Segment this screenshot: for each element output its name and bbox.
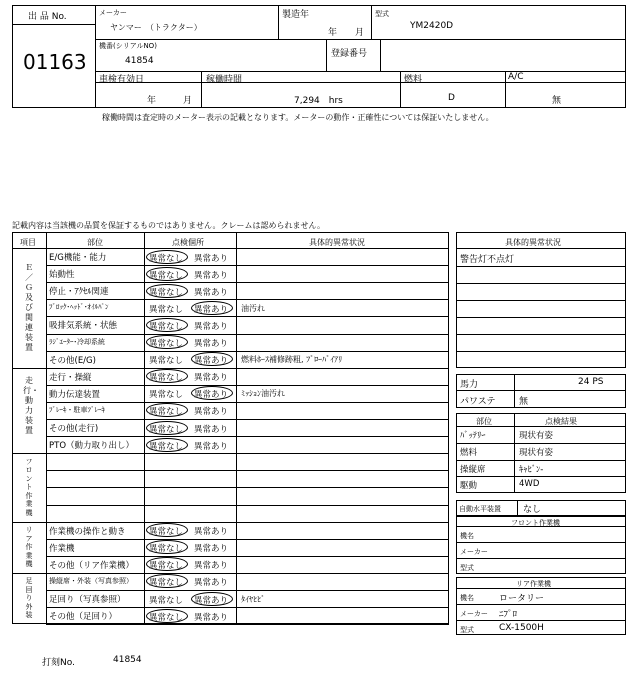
row-part-label: E/G機能・能力 — [49, 253, 107, 263]
option-no-anomaly: 異常なし — [149, 270, 184, 281]
group-title: リア作業機 — [25, 526, 33, 568]
serial-label: 機番(シリアルNO) — [99, 42, 157, 50]
selection-circle — [146, 421, 188, 435]
option-anomaly: 異常あり — [194, 339, 229, 349]
result-part: 駆動 — [460, 481, 478, 492]
anomaly-header: 具体的異常状況 — [505, 238, 561, 247]
option-no-anomaly: 異常なし — [149, 595, 184, 606]
ac-value: 無 — [552, 96, 562, 106]
hours-value: 7,294 hrs — [294, 96, 343, 106]
selection-circle — [146, 335, 188, 349]
option-no-anomaly: 異常なし — [149, 407, 184, 418]
front-implement-title: フロント作業機 — [511, 519, 560, 527]
col-item-header: 項目 — [20, 238, 36, 247]
option-no-anomaly: 異常なし — [149, 578, 184, 589]
powersteering-label: パワステ — [460, 397, 496, 407]
fuel-label: 燃料 — [404, 75, 423, 85]
selection-circle — [146, 250, 188, 264]
rear-maker-label: メーカー — [460, 610, 488, 618]
row-part-label: その他（リア作業機） — [49, 560, 135, 571]
leveler-label: 自動水平装置 — [459, 505, 501, 513]
option-no-anomaly: 異常なし — [149, 561, 184, 572]
rear-implement-title: リア作業機 — [516, 580, 551, 588]
selection-circle — [191, 352, 233, 366]
option-no-anomaly: 異常なし — [149, 356, 184, 367]
rear-model-value: CX-1500H — [499, 623, 544, 633]
selection-circle — [146, 318, 188, 332]
option-no-anomaly: 異常なし — [149, 544, 184, 555]
row-part-label: PTO（動力取り出し） — [49, 441, 135, 452]
leveler-value: なし — [523, 505, 542, 515]
option-no-anomaly: 異常なし — [149, 339, 184, 349]
row-detail: 燃料ﾎｰｽ補修跡粗, ﾌﾞﾛｰﾊﾞｲｱﾘ — [241, 355, 343, 365]
selection-circle — [146, 284, 188, 298]
col-check-header: 点検個所 — [172, 238, 204, 247]
option-anomaly: 異常あり — [194, 544, 229, 555]
row-part-label: 足回り（写真参照） — [49, 595, 126, 605]
stamp-value: 41854 — [113, 655, 142, 665]
result-part: ﾊﾞｯﾃﾘｰ — [460, 431, 486, 441]
row-detail: 油汚れ — [241, 303, 265, 313]
maker-label: メーカー — [99, 9, 127, 17]
rear-name-value: ロータリー — [499, 594, 545, 604]
row-part-label: 停止・ｱｸｾﾙ関連 — [49, 287, 109, 298]
group-title: Ｅ／Ｇ及び関連装置 — [25, 262, 33, 352]
rear-maker-value: ﾆﾌﾟﾛ — [499, 610, 518, 620]
option-anomaly: 異常あり — [194, 612, 229, 623]
option-no-anomaly: 異常なし — [149, 253, 184, 264]
row-part-label: 始動性 — [49, 270, 75, 281]
year-unit: 年 月 — [328, 28, 365, 38]
option-anomaly: 異常あり — [194, 304, 229, 315]
hours-note: 稼働時間は査定時のメーター表示の記載となります。メーターの動作・正確性については保証いたしません。 — [102, 113, 494, 122]
result-value: 4WD — [519, 479, 540, 490]
row-part-label: ﾌﾞﾛｯｸ･ﾍｯﾄﾞ･ｵｲﾙﾊﾟﾝ — [49, 303, 109, 312]
selection-circle — [146, 438, 188, 452]
result-value: 現状有姿 — [519, 447, 554, 458]
option-no-anomaly: 異常なし — [149, 424, 184, 435]
option-anomaly: 異常あり — [194, 578, 229, 589]
row-part-label: 走行・操縦 — [49, 372, 92, 383]
row-part-label: ﾌﾞﾚｰｷ・駐車ﾌﾞﾚｰｷ — [49, 405, 105, 414]
option-no-anomaly: 異常なし — [149, 441, 184, 452]
option-no-anomaly: 異常なし — [149, 527, 184, 538]
row-part-label: その他（足回り） — [49, 612, 118, 623]
row-part-label: 吸排気系統・状態 — [49, 321, 118, 332]
rear-model-label: 型式 — [460, 626, 474, 634]
power-label: 馬力 — [460, 380, 479, 390]
option-anomaly: 異常あり — [194, 595, 229, 606]
part-header: 部位 — [476, 417, 492, 426]
lot-label: 出 品 No. — [28, 12, 67, 22]
ac-label: A/C — [508, 72, 524, 82]
row-part-label: その他(E/G) — [49, 355, 96, 366]
option-anomaly: 異常あり — [194, 321, 229, 332]
option-anomaly: 異常あり — [194, 373, 229, 384]
stamp-label: 打刻No. — [42, 658, 75, 668]
result-part: 操縦席 — [460, 464, 486, 475]
fuel-value: D — [448, 93, 455, 103]
group-title: 走行・動力装置 — [23, 375, 39, 435]
option-anomaly: 異常あり — [194, 407, 229, 418]
selection-circle — [191, 301, 233, 315]
selection-circle — [146, 267, 188, 281]
option-anomaly: 異常あり — [194, 527, 229, 538]
option-anomaly: 異常あり — [194, 390, 229, 401]
row-part-label: 作業機 — [49, 543, 75, 554]
registration-label: 登録番号 — [331, 49, 368, 59]
inspection-unit: 年 月 — [147, 96, 193, 106]
col-detail-header: 具体的異常状況 — [309, 238, 365, 247]
group-title: フロント作業機 — [25, 457, 33, 517]
inspection-label: 車検有効日 — [99, 75, 145, 85]
option-anomaly: 異常あり — [194, 441, 229, 452]
rear-name-label: 機名 — [460, 594, 474, 602]
serial-value: 41854 — [125, 56, 154, 66]
year-label: 製造年 — [282, 10, 310, 20]
hours-label: 稼働時間 — [206, 75, 243, 85]
row-part-label: 作業機の操作と動き — [49, 526, 126, 537]
option-anomaly: 異常あり — [194, 561, 229, 572]
front-model-label: 型式 — [460, 564, 474, 572]
option-anomaly: 異常あり — [194, 356, 229, 367]
option-no-anomaly: 異常なし — [149, 373, 184, 384]
option-no-anomaly: 異常なし — [149, 612, 184, 623]
result-value: 現状有姿 — [519, 431, 554, 441]
row-part-label: ﾗｼﾞｴｰﾀｰ･冷却系統 — [49, 337, 105, 346]
result-header: 点検結果 — [545, 417, 577, 426]
option-anomaly: 異常あり — [194, 253, 229, 264]
anomaly-text: 警告灯不点灯 — [460, 255, 515, 265]
option-no-anomaly: 異常なし — [149, 390, 184, 401]
col-part-header: 部位 — [87, 238, 103, 247]
option-no-anomaly: 異常なし — [149, 287, 184, 298]
row-part-label: 操縦席・外装（写真参照） — [49, 576, 133, 585]
row-part-label: その他(走行) — [49, 424, 99, 434]
row-detail: ﾐｯｼｮﾝ油汚れ — [241, 389, 285, 399]
option-no-anomaly: 異常なし — [149, 321, 184, 332]
model-label: 型式 — [375, 10, 389, 18]
row-part-label: 動力伝達装置 — [49, 389, 101, 400]
front-name-label: 機名 — [460, 532, 474, 540]
option-anomaly: 異常あり — [194, 287, 229, 298]
selection-circle — [146, 523, 188, 537]
row-detail: ﾀｲﾔﾋﾋﾞ — [241, 594, 265, 604]
group-title: 足回り外装 — [25, 577, 33, 620]
option-anomaly: 異常あり — [194, 270, 229, 281]
selection-circle — [146, 609, 188, 623]
option-no-anomaly: 異常なし — [149, 304, 184, 315]
lot-number: 01163 — [23, 50, 87, 74]
maker-value: ヤンマー （トラクター） — [110, 23, 202, 32]
powersteering-value: 無 — [519, 397, 529, 407]
selection-circle — [191, 592, 233, 606]
option-anomaly: 異常あり — [194, 424, 229, 435]
power-value: 24 PS — [578, 377, 604, 387]
model-value: YM2420D — [410, 21, 454, 31]
result-value: ｷｬﾋﾞﾝ- — [519, 464, 544, 475]
front-maker-label: メーカー — [460, 548, 488, 556]
disclaimer: 記載内容は当該機の品質を保証するものではありません。クレームは認められません。 — [12, 221, 325, 230]
result-part: 燃料 — [460, 447, 478, 458]
